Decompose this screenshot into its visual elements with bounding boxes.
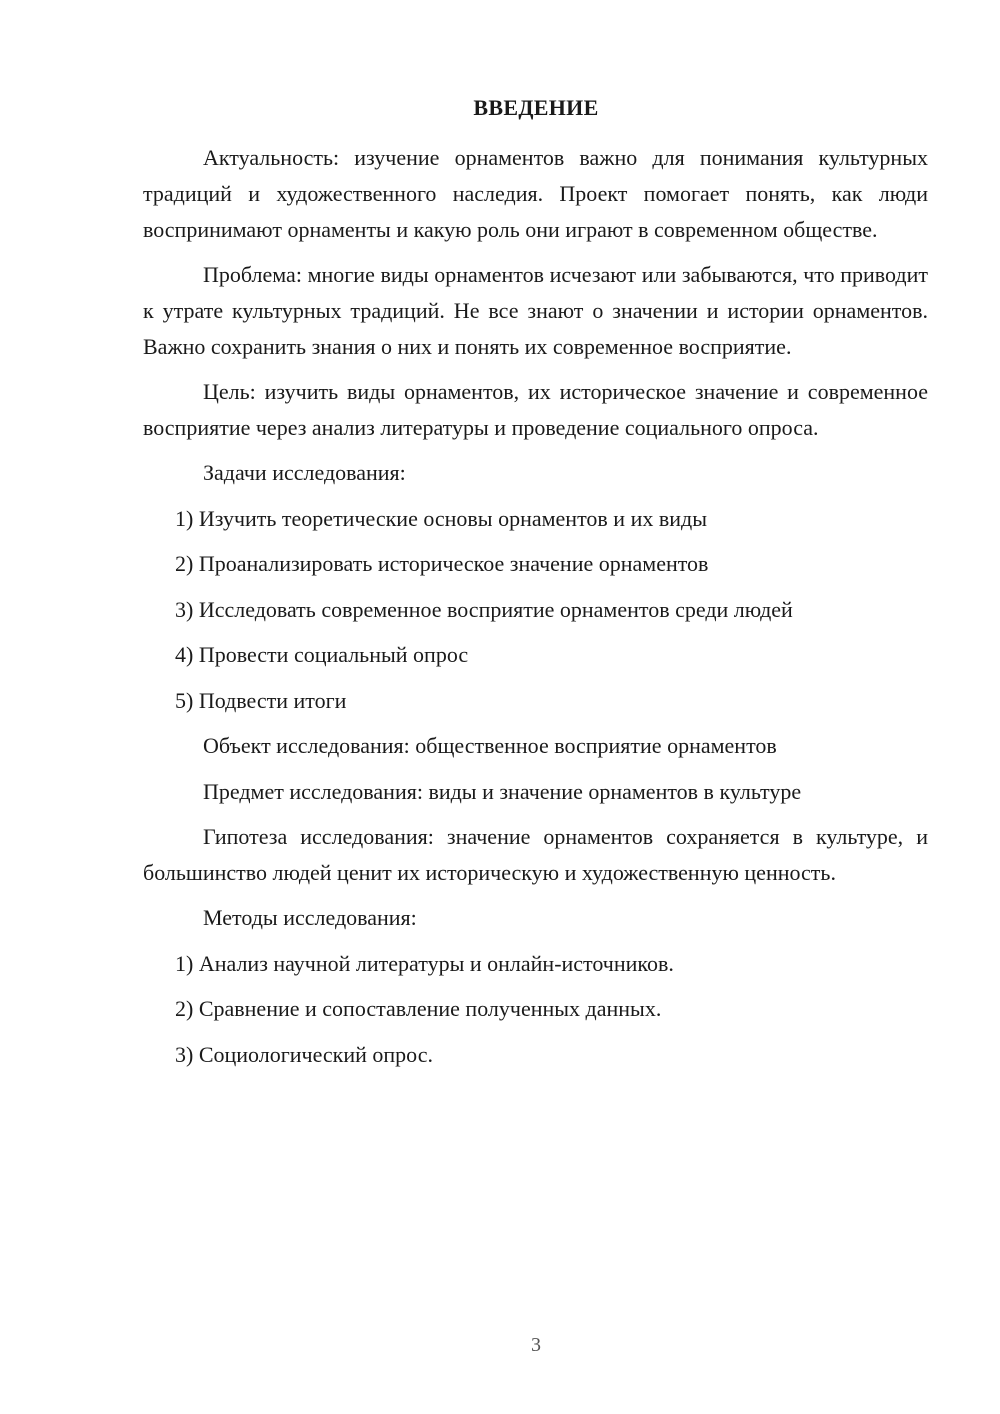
list-item: 3) Социологический опрос. xyxy=(175,1041,433,1067)
page-title: ВВЕДЕНИЕ xyxy=(473,95,599,120)
list-item: 1) Анализ научной литературы и онлайн-источников. xyxy=(175,950,674,976)
research-subject: Предмет исследования: виды и значение орнаментов в культуре xyxy=(203,778,802,804)
problem-paragraph: Проблема: многие виды орнаментов исчезают или забываются, что приводит к утрате культурных традиций. Не все знают о значении и истории орнаментов. Важно сохранить знания о них и понять их современное восприятие. xyxy=(143,262,928,359)
relevance-paragraph: Актуальность: изучение орнаментов важно для понимания культурных традиций и художественного наследия. Проект помогает понять, как люди воспринимают орнаменты и какую роль они играют в современном обществе. xyxy=(143,145,928,242)
list-item: 4) Провести социальный опрос xyxy=(175,642,469,667)
list-item: 3) Исследовать современное восприятие орнаментов среди людей xyxy=(175,596,793,622)
hypothesis-paragraph: Гипотеза исследования: значение орнаментов сохраняется в культуре, и большинство людей ценит их историческую и художественную ценность. xyxy=(143,824,928,885)
tasks-heading: Задачи исследования: xyxy=(203,460,406,485)
list-item: 5) Подвести итоги xyxy=(175,687,347,713)
document-body xyxy=(143,140,928,1082)
research-object: Объект исследования: общественное восприятие орнаментов xyxy=(203,733,777,758)
list-item: 2) Проанализировать историческое значение орнаментов xyxy=(175,551,709,576)
methods-heading: Методы исследования: xyxy=(203,905,417,930)
list-item: 2) Сравнение и сопоставление полученных данных. xyxy=(175,996,662,1021)
goal-paragraph: Цель: изучить виды орнаментов, их историческое значение и современное восприятие через анализ литературы и проведение социального опроса. xyxy=(143,379,928,440)
page-number: 3 xyxy=(531,1334,541,1356)
list-item: 1) Изучить теоретические основы орнаментов и их виды xyxy=(175,505,707,531)
